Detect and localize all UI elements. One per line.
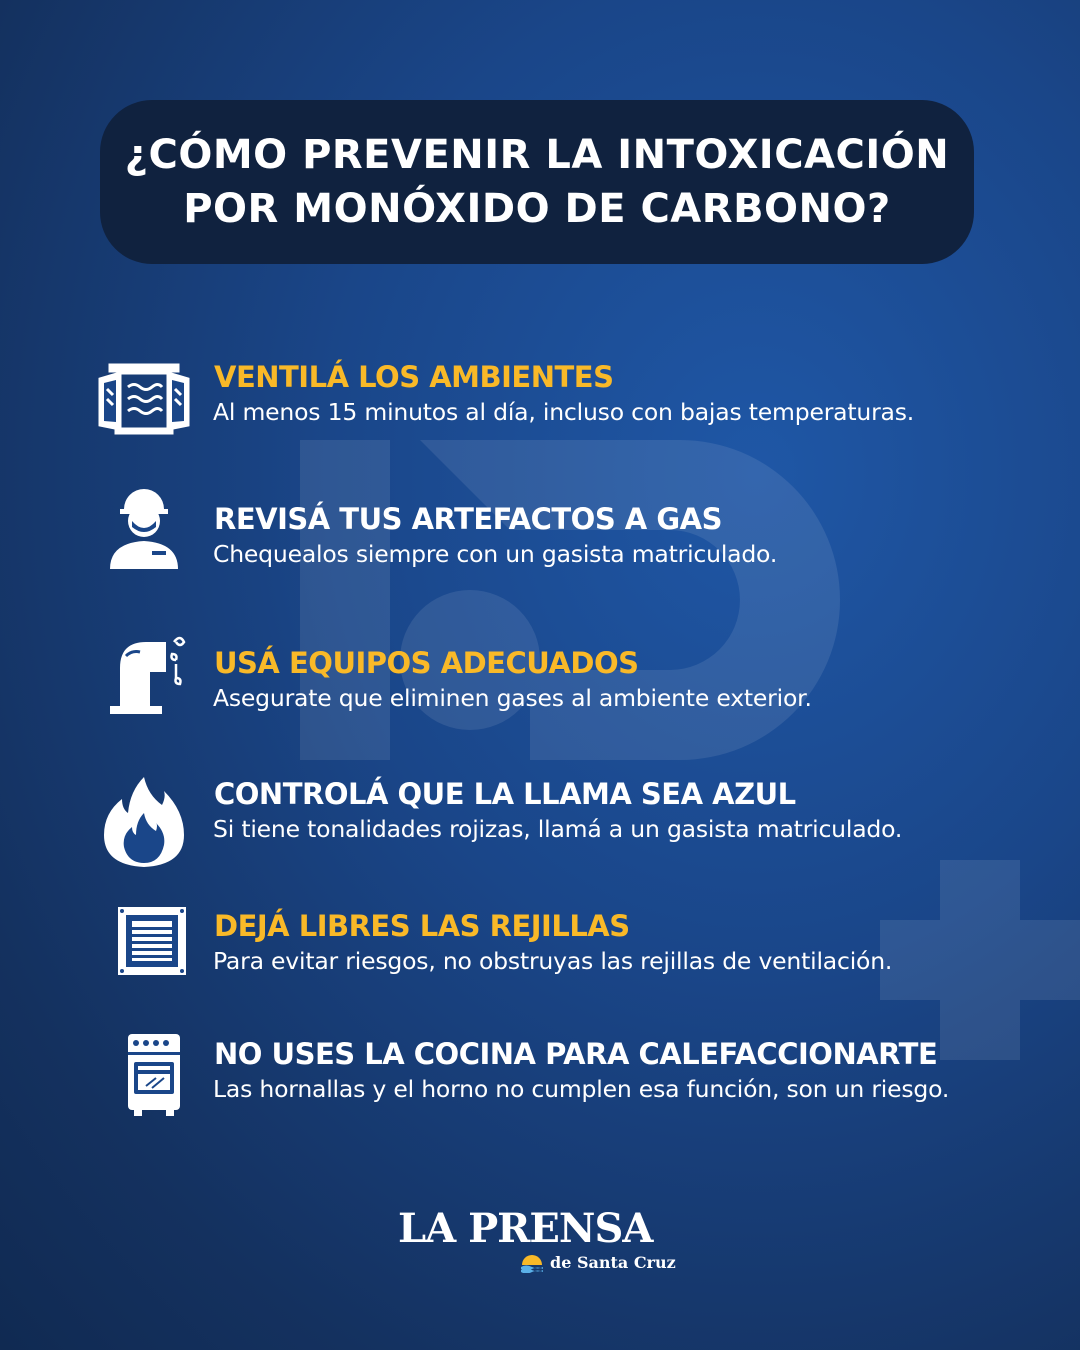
gas-technician-icon xyxy=(96,485,192,581)
window-icon xyxy=(96,359,192,455)
brand-name: LA PRENSA xyxy=(398,1205,653,1252)
tip-description: Asegurate que eliminen gases al ambiente exterior. xyxy=(213,684,812,712)
tip-description: Las hornallas y el horno no cumplen esa función, son un riesgo. xyxy=(213,1075,950,1103)
tip-item-clear-vents xyxy=(0,905,1080,1005)
tip-heading: USÁ EQUIPOS ADECUADOS xyxy=(214,646,639,680)
chimney-pipe-icon xyxy=(96,626,192,722)
tip-description: Chequealos siempre con un gasista matriculado. xyxy=(213,540,778,568)
tip-item-check-appliances xyxy=(0,485,1080,585)
title-line-2: POR MONÓXIDO DE CARBONO? xyxy=(183,186,891,232)
tip-heading: VENTILÁ LOS AMBIENTES xyxy=(214,360,614,394)
tip-heading: REVISÁ TUS ARTEFACTOS A GAS xyxy=(214,502,722,536)
sun-emblem-icon xyxy=(520,1253,544,1273)
stove-icon xyxy=(96,1032,192,1128)
tip-item-ventilate xyxy=(0,355,1080,455)
vent-grille-icon xyxy=(96,905,192,1001)
brand-subtitle: de Santa Cruz xyxy=(550,1253,676,1272)
brand-logo xyxy=(398,1205,688,1285)
tip-description: Para evitar riesgos, no obstruyas las rejillas de ventilación. xyxy=(213,947,893,975)
title-banner xyxy=(100,100,974,264)
tip-heading: CONTROLÁ QUE LA LLAMA SEA AZUL xyxy=(214,777,796,811)
tip-description: Si tiene tonalidades rojizas, llamá a un gasista matriculado. xyxy=(213,815,903,843)
tip-item-proper-equipment xyxy=(0,626,1080,726)
title-line-1: ¿CÓMO PREVENIR LA INTOXICACIÓN xyxy=(124,132,950,178)
tip-heading: DEJÁ LIBRES LAS REJILLAS xyxy=(214,909,630,943)
tip-heading: NO USES LA COCINA PARA CALEFACCIONARTE xyxy=(214,1037,938,1071)
tip-item-blue-flame xyxy=(0,773,1080,873)
flame-icon xyxy=(96,773,192,869)
tip-item-no-stove-heating xyxy=(0,1032,1080,1132)
tip-description: Al menos 15 minutos al día, incluso con bajas temperaturas. xyxy=(213,398,915,426)
